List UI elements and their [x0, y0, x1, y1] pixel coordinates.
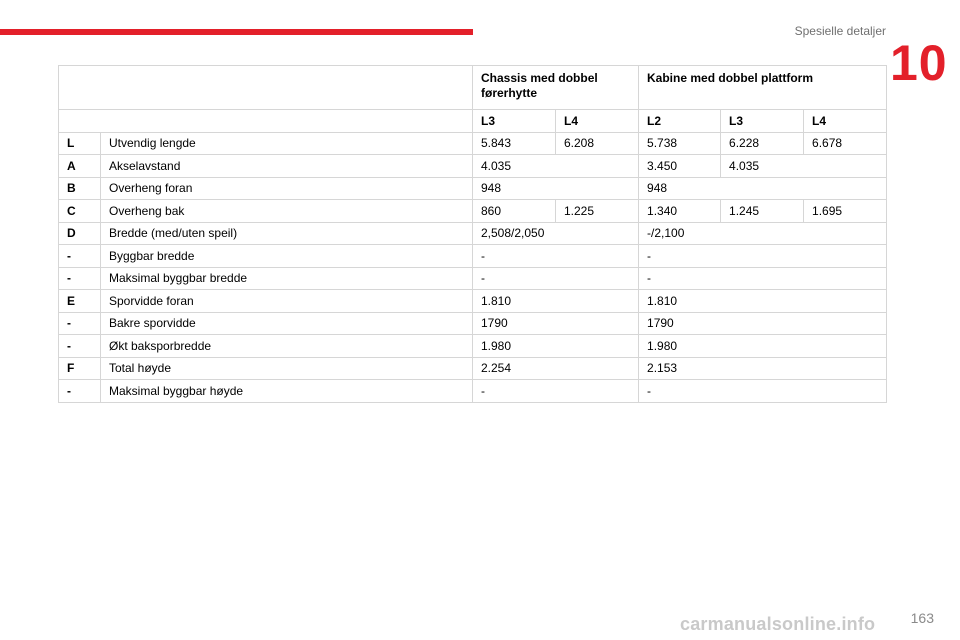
row-code: - — [59, 245, 101, 268]
row-label: Bakre sporvidde — [101, 312, 473, 335]
row-value: -/2,100 — [639, 222, 887, 245]
table-row — [59, 132, 887, 155]
row-label: Utvendig lengde — [101, 132, 473, 155]
table-header-empty-cell — [59, 66, 473, 110]
row-code: D — [59, 222, 101, 245]
row-value: 5.843 — [473, 132, 556, 155]
table-row — [59, 380, 887, 403]
row-value: 1.695 — [804, 200, 887, 223]
table-group-header-row — [59, 66, 887, 110]
row-value: 4.035 — [721, 155, 887, 178]
row-label: Maksimal byggbar høyde — [101, 380, 473, 403]
row-value: 1.810 — [639, 290, 887, 313]
row-label: Akselavstand — [101, 155, 473, 178]
row-value: 6.208 — [556, 132, 639, 155]
row-code: - — [59, 380, 101, 403]
row-value: 1.225 — [556, 200, 639, 223]
row-value: 1.810 — [473, 290, 639, 313]
subheader-l2-kabine: L2 — [639, 110, 721, 133]
row-code: - — [59, 267, 101, 290]
row-value: 1.245 — [721, 200, 804, 223]
row-label: Økt baksporbredde — [101, 335, 473, 358]
row-value: - — [473, 380, 639, 403]
row-label: Total høyde — [101, 357, 473, 380]
row-value: 948 — [639, 177, 887, 200]
table-row — [59, 222, 887, 245]
row-value: 5.738 — [639, 132, 721, 155]
row-value: 2,508/2,050 — [473, 222, 639, 245]
row-code: F — [59, 357, 101, 380]
row-value: 1.340 — [639, 200, 721, 223]
subheader-l3-kabine: L3 — [721, 110, 804, 133]
row-value: - — [639, 380, 887, 403]
row-code: - — [59, 312, 101, 335]
section-title: Spesielle detaljer — [794, 24, 886, 38]
row-value: - — [473, 267, 639, 290]
table-row — [59, 290, 887, 313]
table-row — [59, 357, 887, 380]
group-header-kabine: Kabine med dobbel plattform — [639, 66, 887, 110]
row-value: - — [639, 267, 887, 290]
dimensions-table — [58, 65, 887, 403]
table-row — [59, 177, 887, 200]
row-label: Overheng foran — [101, 177, 473, 200]
table-subheader-empty-cell — [59, 110, 473, 133]
table-subheader-row — [59, 110, 887, 133]
row-label: Overheng bak — [101, 200, 473, 223]
row-value: 1790 — [639, 312, 887, 335]
row-label: Byggbar bredde — [101, 245, 473, 268]
page-number: 163 — [910, 610, 934, 626]
watermark-text: carmanualsonline.info — [680, 614, 876, 634]
table-row — [59, 335, 887, 358]
row-value: 6.228 — [721, 132, 804, 155]
row-label: Sporvidde foran — [101, 290, 473, 313]
row-value: 2.153 — [639, 357, 887, 380]
row-value: - — [473, 245, 639, 268]
row-value: 948 — [473, 177, 639, 200]
subheader-l3-chassis: L3 — [473, 110, 556, 133]
table-row — [59, 155, 887, 178]
table-row — [59, 312, 887, 335]
chapter-number: 10 — [890, 35, 948, 91]
table-row — [59, 245, 887, 268]
row-code: A — [59, 155, 101, 178]
table-row — [59, 267, 887, 290]
row-label: Maksimal byggbar bredde — [101, 267, 473, 290]
row-value: 1.980 — [639, 335, 887, 358]
row-code: B — [59, 177, 101, 200]
row-code: - — [59, 335, 101, 358]
row-label: Bredde (med/uten speil) — [101, 222, 473, 245]
row-code: E — [59, 290, 101, 313]
row-value: - — [639, 245, 887, 268]
row-value: 6.678 — [804, 132, 887, 155]
row-value: 860 — [473, 200, 556, 223]
row-value: 3.450 — [639, 155, 721, 178]
row-value: 2.254 — [473, 357, 639, 380]
group-header-chassis: Chassis med dobbel førerhytte — [473, 66, 639, 110]
row-code: L — [59, 132, 101, 155]
header-accent-bar — [0, 29, 473, 35]
table-row — [59, 200, 887, 223]
subheader-l4-kabine: L4 — [804, 110, 887, 133]
subheader-l4-chassis: L4 — [556, 110, 639, 133]
row-value: 1.980 — [473, 335, 639, 358]
row-value: 4.035 — [473, 155, 639, 178]
row-code: C — [59, 200, 101, 223]
row-value: 1790 — [473, 312, 639, 335]
